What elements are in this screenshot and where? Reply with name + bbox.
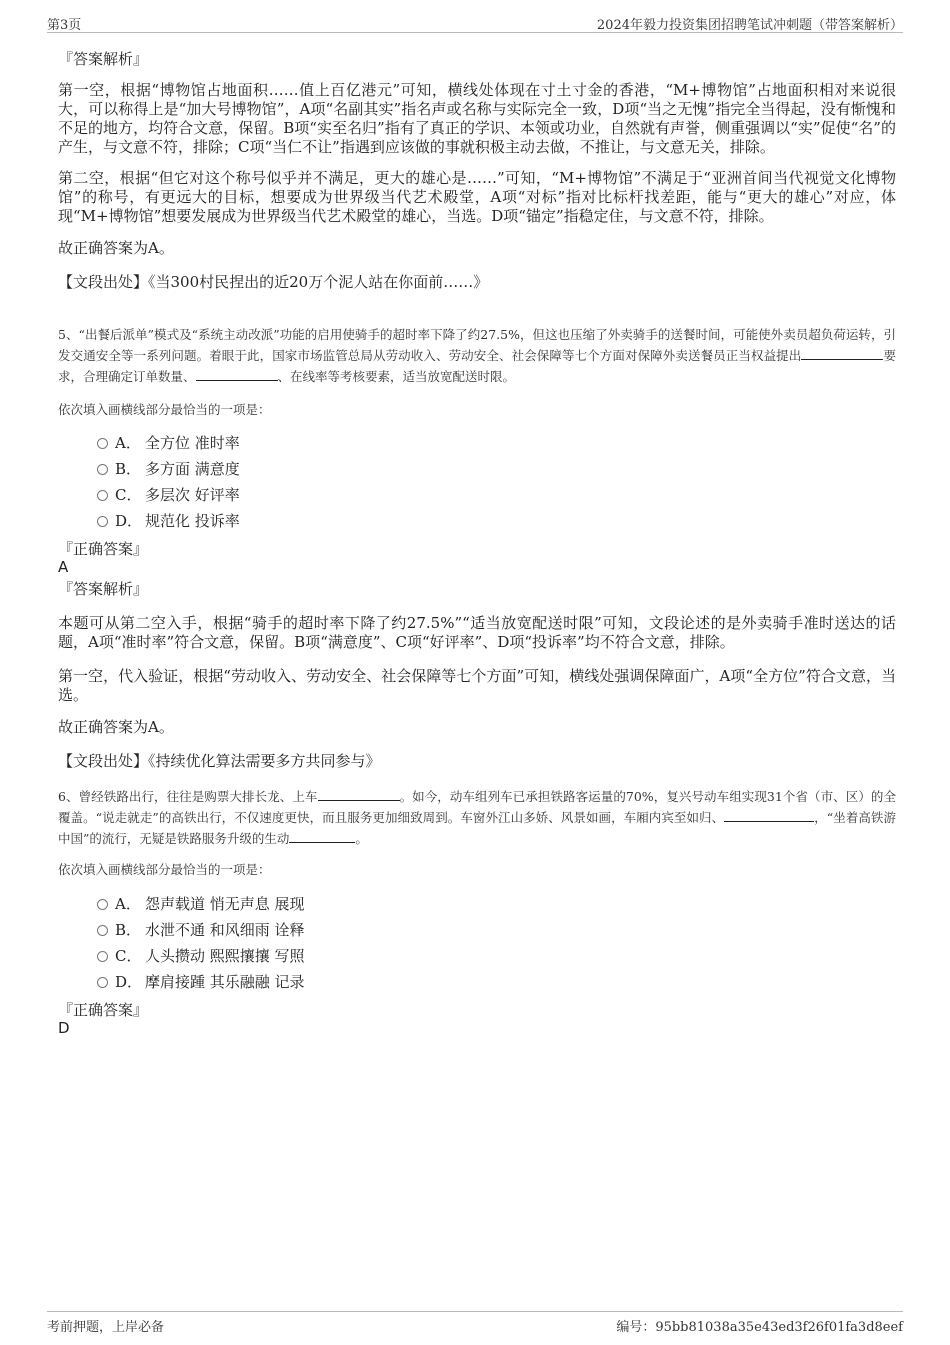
radio-icon[interactable]: [97, 925, 108, 936]
footer-slogan: 考前押题，上岸必备: [47, 1320, 165, 1335]
q6-option-d[interactable]: D． 摩肩接踵 其乐融融 记录: [97, 973, 305, 992]
radio-icon[interactable]: [97, 899, 108, 910]
q5-analysis-label: 『答案解析』: [58, 580, 149, 598]
q5-option-c[interactable]: C． 多层次 好评率: [97, 486, 240, 505]
q6-option-c[interactable]: C． 人头攒动 熙熙攘攘 写照: [97, 947, 305, 966]
page-number: 第3页: [47, 18, 82, 33]
q5-answer-label: 『正确答案』: [58, 540, 149, 558]
q5-analysis-para1: 本题可从第二空入手，根据“骑手的超时率下降了约27.5%”“适当放宽配送时限”可知，文段论述的是外卖骑手准时送达的话题，A项“准时率”符合文意，保留。B项“满意度”、C项“好评率”、D项“投诉率”均不符合文意，排除。: [58, 614, 896, 651]
q5-conclusion: 故正确答案为A。: [58, 718, 174, 736]
q6-option-a[interactable]: A． 怨声载道 悄无声息 展现: [97, 895, 305, 914]
q6-option-b[interactable]: B． 水泄不通 和风细雨 诠释: [97, 921, 305, 940]
q5-answer: A: [58, 558, 69, 576]
document-title: 2024年毅力投资集团招聘笔试冲刺题（带答案解析）: [596, 18, 903, 33]
blank-3: [289, 830, 355, 843]
radio-icon[interactable]: [97, 464, 108, 475]
q5-option-a[interactable]: A． 全方位 准时率: [97, 434, 240, 453]
q5-option-b[interactable]: B． 多方面 满意度: [97, 460, 240, 479]
blank-1: [318, 788, 400, 801]
q6-answer: D: [58, 1019, 70, 1037]
question-5-text: 5、“出餐后派单”模式及“系统主动改派”功能的启用使骑手的超时率下降了约27.5%，但这也压缩了外卖骑手的送餐时间，可能使外卖员超负荷运转，引发交通安全等一系列问题。着眼于此，国家市场监管总局从劳动收入、劳动安全、社会保障等七个方面对保障外卖送餐员正当权益提出 要求，合理确定订单数量、 、在线率等考核要素，适当放宽配送时限。: [58, 327, 896, 384]
prev-source: 【文段出处】《当300村民捏出的近20万个泥人站在你面前……》: [58, 273, 489, 291]
radio-icon[interactable]: [97, 490, 108, 501]
q5-source: 【文段出处】《持续优化算法需要多方共同参与》: [58, 752, 381, 770]
prev-analysis-label: 『答案解析』: [58, 50, 149, 68]
question-6-prompt: 依次填入画横线部分最恰当的一项是：: [58, 862, 271, 877]
blank-1: [801, 347, 883, 360]
radio-icon[interactable]: [97, 951, 108, 962]
radio-icon[interactable]: [97, 438, 108, 449]
page-footer: [47, 1311, 903, 1334]
prev-analysis-para1: 第一空，根据“博物馆占地面积……值上百亿港元”可知，横线处体现在寸土寸金的香港，“M+博物馆”占地面积相对来说很大，可以称得上是“加大号博物馆”，A项“名副其实”指名声或名称与实际完全一致，D项“当之无愧”指完全当得起，没有惭愧和不足的地方，均符合文意，保留。B项“实至名归”指有了真正的学识、本领或功业，自然就有声誉，侧重强调以“实”促使“名”的产生，与文意不符，排除；C项“当仁不让”指遇到应该做的事就积极主动去做，不推让，与文意无关，排除。: [58, 81, 896, 156]
question-6-text: 6、曾经铁路出行，往往是购票大排长龙、上车 。如今，动车组列车已承担铁路客运量的70%，复兴号动车组实现31个省（市、区）的全覆盖。“说走就走”的高铁出行，不仅速度更快，而且服务更加细致周到。车窗外江山多娇、风景如画，车厢内宾至如归、 ，“坐着高铁游中国”的流行，无疑是铁路服务升级的生动 。: [58, 789, 896, 846]
radio-icon[interactable]: [97, 977, 108, 988]
prev-analysis-para2: 第二空，根据“但它对这个称号似乎并不满足，更大的雄心是……”可知，“M+博物馆”不满足于“亚洲首间当代视觉文化博物馆”的称号，有更远大的目标，想要成为世界级当代艺术殿堂，A项“对标”指对比标杆找差距，能与“更大的雄心”对应，体现“M+博物馆”想要发展成为世界级当代艺术殿堂的雄心，当选。D项“锚定”指稳定住，与文意不符，排除。: [58, 169, 896, 225]
q5-option-d[interactable]: D． 规范化 投诉率: [97, 512, 240, 531]
q6-answer-label: 『正确答案』: [58, 1001, 149, 1019]
question-5-prompt: 依次填入画横线部分最恰当的一项是：: [58, 402, 271, 417]
q5-analysis-para2: 第一空，代入验证，根据“劳动收入、劳动安全、社会保障等七个方面”可知，横线处强调保障面广，A项“全方位”符合文意，当选。: [58, 667, 896, 704]
blank-2: [724, 809, 814, 822]
blank-2: [196, 368, 278, 381]
document-id: 编号：95bb81038a35e43ed3f26f01fa3d8eef: [616, 1320, 903, 1335]
page-header: [47, 12, 903, 33]
prev-conclusion: 故正确答案为A。: [58, 239, 174, 257]
radio-icon[interactable]: [97, 516, 108, 527]
